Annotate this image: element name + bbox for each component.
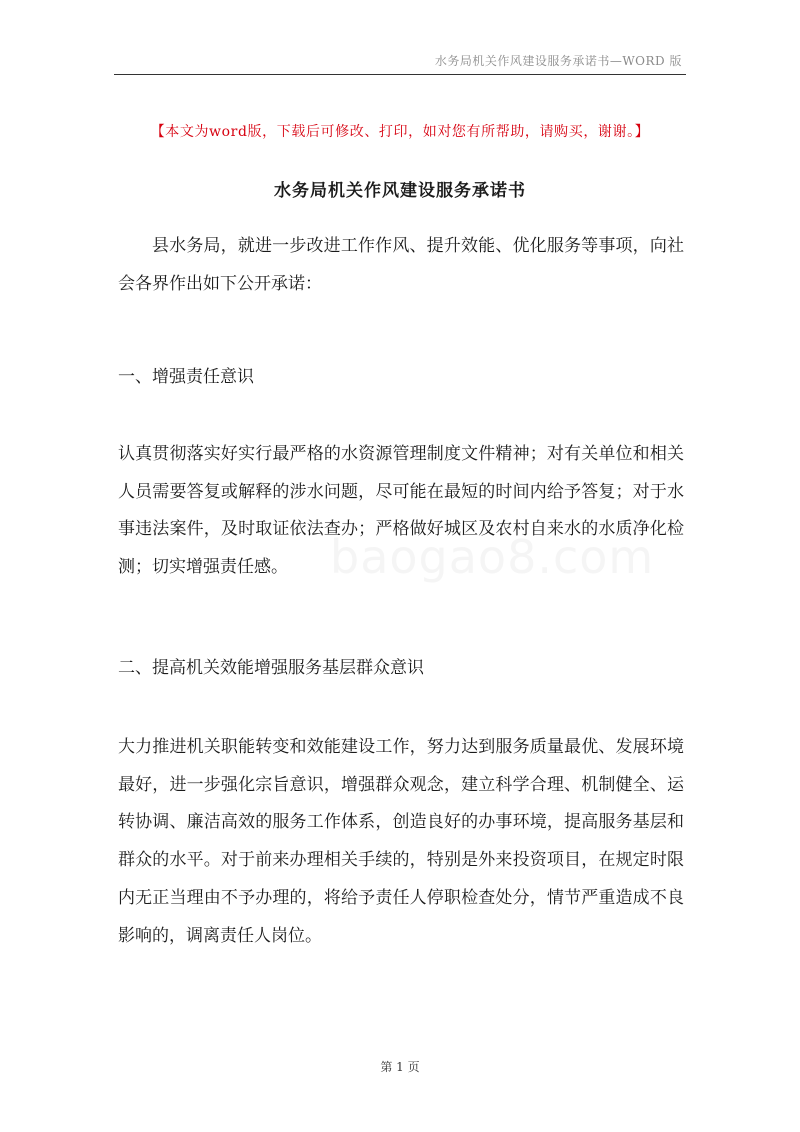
download-notice: 【本文为word版，下载后可修改、打印，如对您有所帮助，请购买，谢谢。】: [150, 124, 650, 140]
intro-paragraph: 县水务局，就进一步改进工作作风、提升效能、优化服务等事项，向社会各界作出如下公开承诺：: [118, 236, 684, 294]
document-title: 水务局机关作风建设服务承诺书: [274, 181, 526, 201]
running-header: 水务局机关作风建设服务承诺书—WORD 版: [434, 54, 682, 68]
watermark: baogao8.com: [330, 530, 655, 584]
section-heading-2: 二、提高机关效能增强服务基层群众意识: [118, 658, 424, 678]
page-number: 第 1 页: [380, 1060, 420, 1074]
section-heading-1: 一、增强责任意识: [118, 367, 254, 387]
header-divider: [114, 74, 686, 75]
section-body-1: 认真贯彻落实好实行最严格的水资源管理制度文件精神；对有关单位和相关人员需要答复或解释的涉水问题，尽可能在最短的时间内给予答复；对于水事违法案件，及时取证依法查办；严格做好城区及农村自来水的水质净化检测；切实增强责任感。: [118, 444, 684, 578]
section-body-2: 大力推进机关职能转变和效能建设工作，努力达到服务质量最优、发展环境最好，进一步强化宗旨意识，增强群众观念，建立科学合理、机制健全、运转协调、廉洁高效的服务工作体系，创造良好的办事环境，提高服务基层和群众的水平。对于前来办理相关手续的，特别是外来投资项目，在规定时限内无正当理由不予办理的，将给予责任人停职检查处分，情节严重造成不良影响的，调离责任人岗位。: [118, 737, 684, 946]
